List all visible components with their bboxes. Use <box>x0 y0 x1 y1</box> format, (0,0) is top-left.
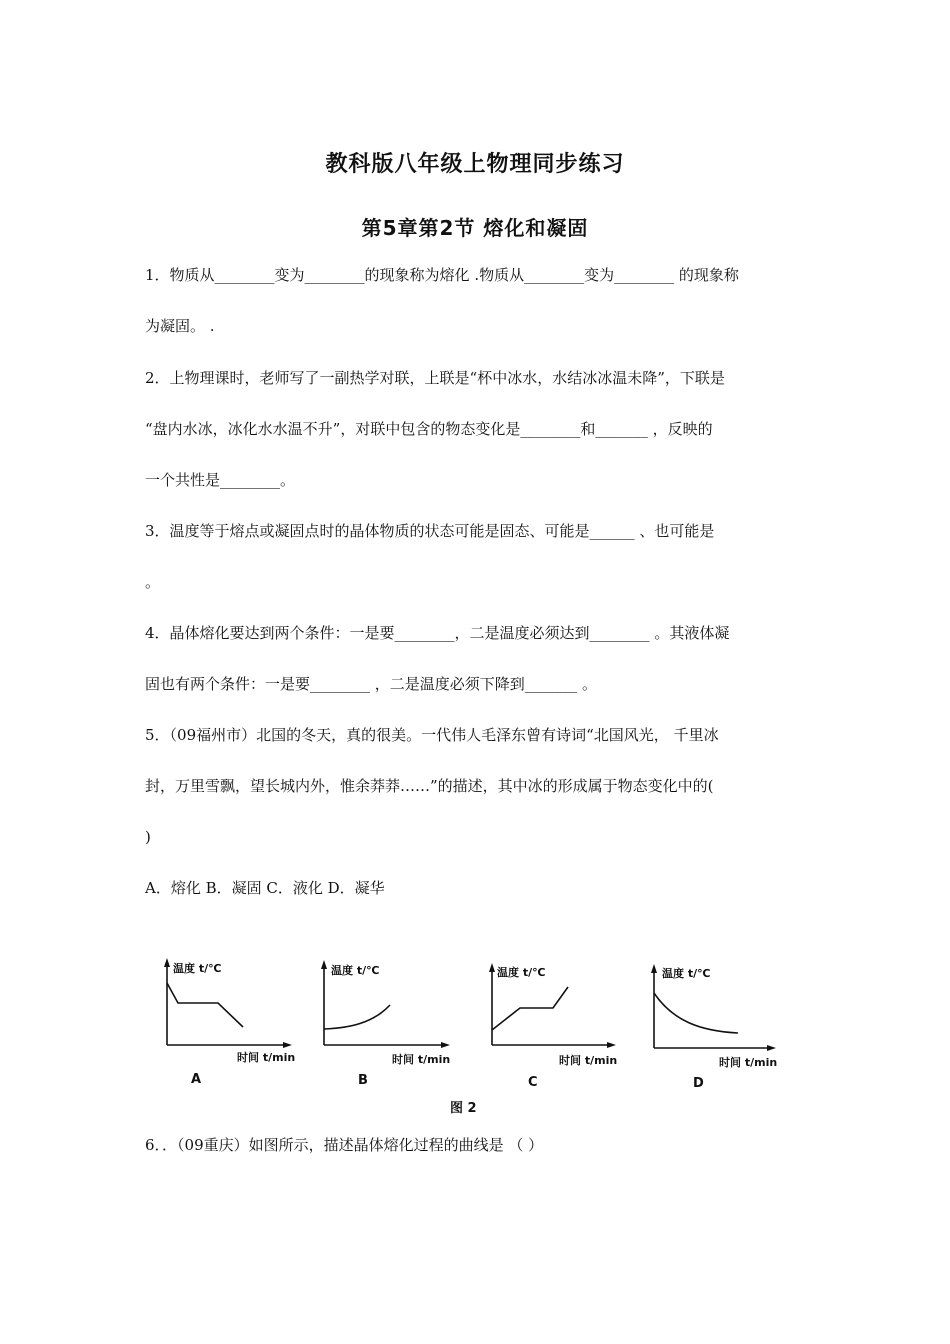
figure-graphs <box>145 945 805 1116</box>
y-axis-label: 温度 t/℃ <box>497 966 546 979</box>
q4-line-1: 4．晶体熔化要达到两个条件：一是要________，二是温度必须达到________ 。其液体凝 <box>145 624 730 642</box>
y-axis-arrow <box>321 960 327 969</box>
q5-line-1: 5．（09福州市）北国的冬天，真的很美。一代伟人毛泽东曾有诗词“北国风光， 千里冰 <box>145 726 719 744</box>
panel-label-a: A <box>191 1072 202 1087</box>
section-title: 第5章第2节 熔化和凝固 <box>361 216 589 240</box>
graph-panel-b <box>321 960 450 1088</box>
q6-line: 6．．（09重庆）如图所示，描述晶体熔化过程的曲线是 （ ） <box>145 1136 544 1154</box>
q2-line-2: “盘内水冰，冰化水水温不升”，对联中包含的物态变化是________和_______ ，反映的 <box>145 420 713 438</box>
y-axis-arrow <box>651 964 657 973</box>
y-axis-arrow <box>489 963 495 972</box>
temperature-time-figure <box>145 945 805 1116</box>
curve-c <box>492 987 568 1030</box>
graph-panel-d <box>651 964 777 1091</box>
q5-options: A．熔化 B．凝固 C．液化 D．凝华 <box>145 879 385 897</box>
x-axis-label: 时间 t/min <box>392 1053 451 1066</box>
y-axis-arrow <box>164 958 170 967</box>
graph-panel-c <box>489 963 617 1090</box>
panel-label-b: B <box>358 1073 368 1088</box>
y-axis-label: 温度 t/℃ <box>331 964 380 977</box>
figure-caption: 图 2 <box>450 1101 477 1116</box>
q5-line-2: 封，万里雪飘，望长城内外，惟余莽莽……”的描述，其中冰的形成属于物态变化中的( <box>145 777 714 795</box>
y-axis-label: 温度 t/℃ <box>662 967 711 980</box>
document-title: 教科版八年级上物理同步练习 <box>325 152 625 177</box>
curve-a <box>167 983 243 1027</box>
x-axis-arrow <box>767 1045 776 1051</box>
x-axis-arrow <box>441 1042 450 1048</box>
curve-b <box>324 1005 390 1029</box>
x-axis-label: 时间 t/min <box>559 1054 618 1067</box>
x-axis-label: 时间 t/min <box>719 1056 778 1069</box>
x-axis-label: 时间 t/min <box>237 1051 296 1064</box>
q2-line-1: 2．上物理课时，老师写了一副热学对联，上联是“杯中冰水，水结冰冰温未降”，下联是 <box>145 369 725 387</box>
q5-line-3: ) <box>145 828 151 846</box>
q2-line-3: 一个共性是________。 <box>145 471 296 489</box>
graph-panel-a <box>164 958 295 1087</box>
panel-label-d: D <box>693 1076 704 1091</box>
q1-line-1: 1．物质从________变为________的现象称为熔化 .物质从________变为________ 的现象称 <box>145 266 739 284</box>
x-axis-arrow <box>283 1042 292 1048</box>
x-axis-arrow <box>607 1042 616 1048</box>
y-axis-label: 温度 t/℃ <box>173 962 222 975</box>
panel-label-c: C <box>528 1075 538 1090</box>
curve-d <box>654 993 738 1033</box>
q1-line-2: 为凝固。 . <box>145 317 215 335</box>
q3-line-1: 3．温度等于熔点或凝固点时的晶体物质的状态可能是固态、可能是______ 、也可能是 <box>145 522 715 540</box>
q4-line-2: 固也有两个条件：一是要________ ，二是温度必须下降到_______ 。 <box>145 675 598 693</box>
q3-line-2: 。 <box>145 573 161 591</box>
